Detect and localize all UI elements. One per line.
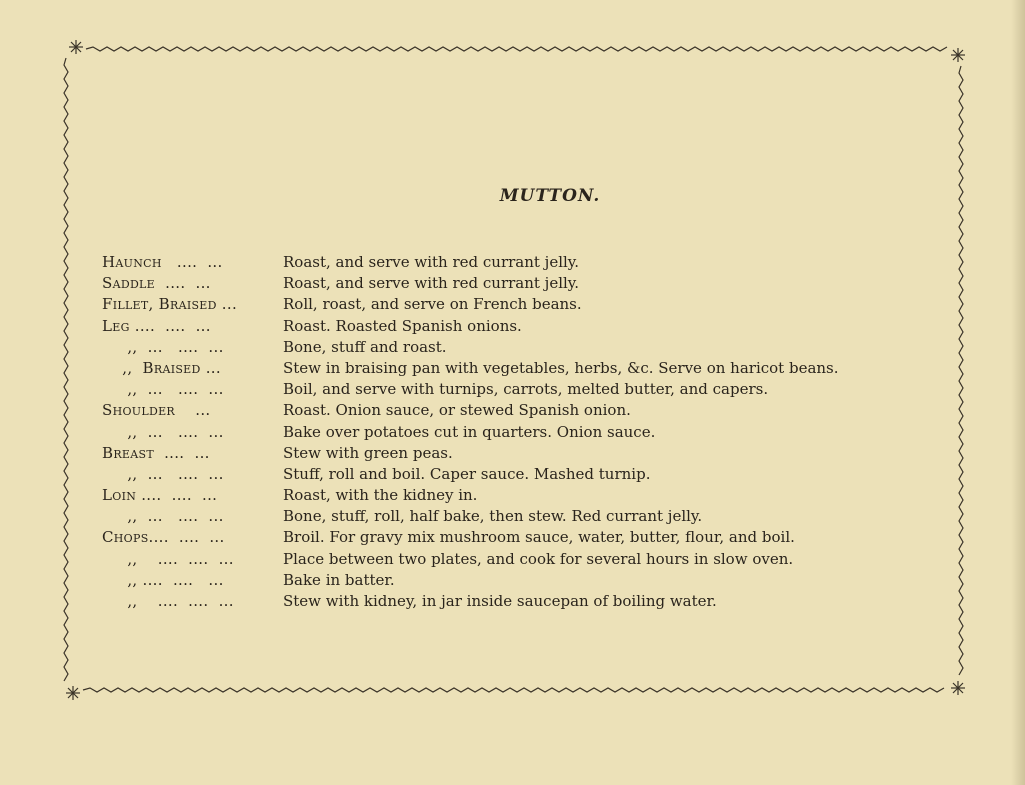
cut-name: Fillet, Braised ... xyxy=(102,295,238,314)
cut-name: Haunch .... ... xyxy=(102,253,223,271)
cooking-method: Stew with kidney, in jar inside saucepan of boiling water. xyxy=(283,592,717,610)
cut-name: Shoulder ... xyxy=(102,401,211,420)
list-item xyxy=(102,443,962,464)
list-item xyxy=(102,273,962,294)
bottom-wavy-rule xyxy=(83,688,944,692)
cooking-method: Stuff, roll and boil. Caper sauce. Mashed turnip. xyxy=(283,464,651,483)
cut-name: ,, .... .... ... xyxy=(102,549,234,568)
mutton-entries-list xyxy=(102,252,962,612)
cut-name: ,, ... .... ... xyxy=(102,337,224,356)
cooking-method: Roast, and serve with red currant jelly. xyxy=(283,253,580,271)
list-item xyxy=(102,464,962,485)
cooking-method: Boil, and serve with turnips, carrots, melted butter, and capers. xyxy=(283,380,769,399)
list-item xyxy=(102,570,962,591)
list-item xyxy=(102,316,962,337)
cooking-method: Broil. For gravy mix mushroom sauce, water, butter, flour, and boil. xyxy=(283,528,795,547)
page-title: MUTTON. xyxy=(499,186,601,206)
cooking-method: Bone, stuff, roll, half bake, then stew. Red currant jelly. xyxy=(283,507,703,526)
cooking-method: Roll, roast, and serve on French beans. xyxy=(283,295,582,314)
cooking-method: Bone, stuff and roast. xyxy=(283,337,447,356)
cooking-method: Place between two plates, and cook for several hours in slow oven. xyxy=(283,549,794,568)
list-item xyxy=(102,422,962,443)
top-wavy-rule xyxy=(86,47,947,51)
cut-name: Chops.... .... ... xyxy=(102,528,225,547)
cut-name: ,, ... .... ... xyxy=(102,507,224,526)
cooking-method: Stew in braising pan with vegetables, herbs, &c. Serve on haricot beans. xyxy=(283,358,839,377)
left-wavy-rule xyxy=(64,58,68,681)
cooking-method: Bake over potatoes cut in quarters. Onion sauce. xyxy=(283,422,656,441)
list-item xyxy=(102,527,962,548)
corner-ornament-bottom-left-icon xyxy=(66,686,80,700)
cut-name: ,, .... .... ... xyxy=(102,592,234,610)
cooking-method: Stew with green peas. xyxy=(283,443,453,462)
list-item xyxy=(102,379,962,400)
list-item xyxy=(102,400,962,421)
cooking-method: Roast. Roasted Spanish onions. xyxy=(283,316,522,335)
cut-name: Leg .... .... ... xyxy=(102,316,211,335)
list-item xyxy=(102,252,962,273)
list-item xyxy=(102,591,962,612)
cut-name: Saddle .... ... xyxy=(102,274,211,293)
list-item xyxy=(102,337,962,358)
cut-name: Loin .... .... ... xyxy=(102,486,218,505)
cooking-method: Roast. Onion sauce, or stewed Spanish onion. xyxy=(283,401,631,420)
list-item xyxy=(102,485,962,506)
cut-name: ,, Braised ... xyxy=(102,358,221,377)
list-item xyxy=(102,549,962,570)
cut-name: ,, .... .... ... xyxy=(102,570,224,589)
corner-ornament-bottom-right-icon xyxy=(951,681,965,695)
cut-name: ,, ... .... ... xyxy=(102,422,224,441)
list-item xyxy=(102,358,962,379)
cooking-method: Roast, with the kidney in. xyxy=(283,486,478,505)
list-item xyxy=(102,506,962,527)
cooking-method: Bake in batter. xyxy=(283,570,395,589)
list-item xyxy=(102,294,962,315)
corner-ornament-top-left-icon xyxy=(69,40,83,54)
cut-name: Breast .... ... xyxy=(102,443,210,462)
corner-ornament-top-right-icon xyxy=(951,48,965,62)
cooking-method: Roast, and serve with red currant jelly. xyxy=(283,274,580,293)
cut-name: ,, ... .... ... xyxy=(102,380,224,399)
cut-name: ,, ... .... ... xyxy=(102,464,224,483)
